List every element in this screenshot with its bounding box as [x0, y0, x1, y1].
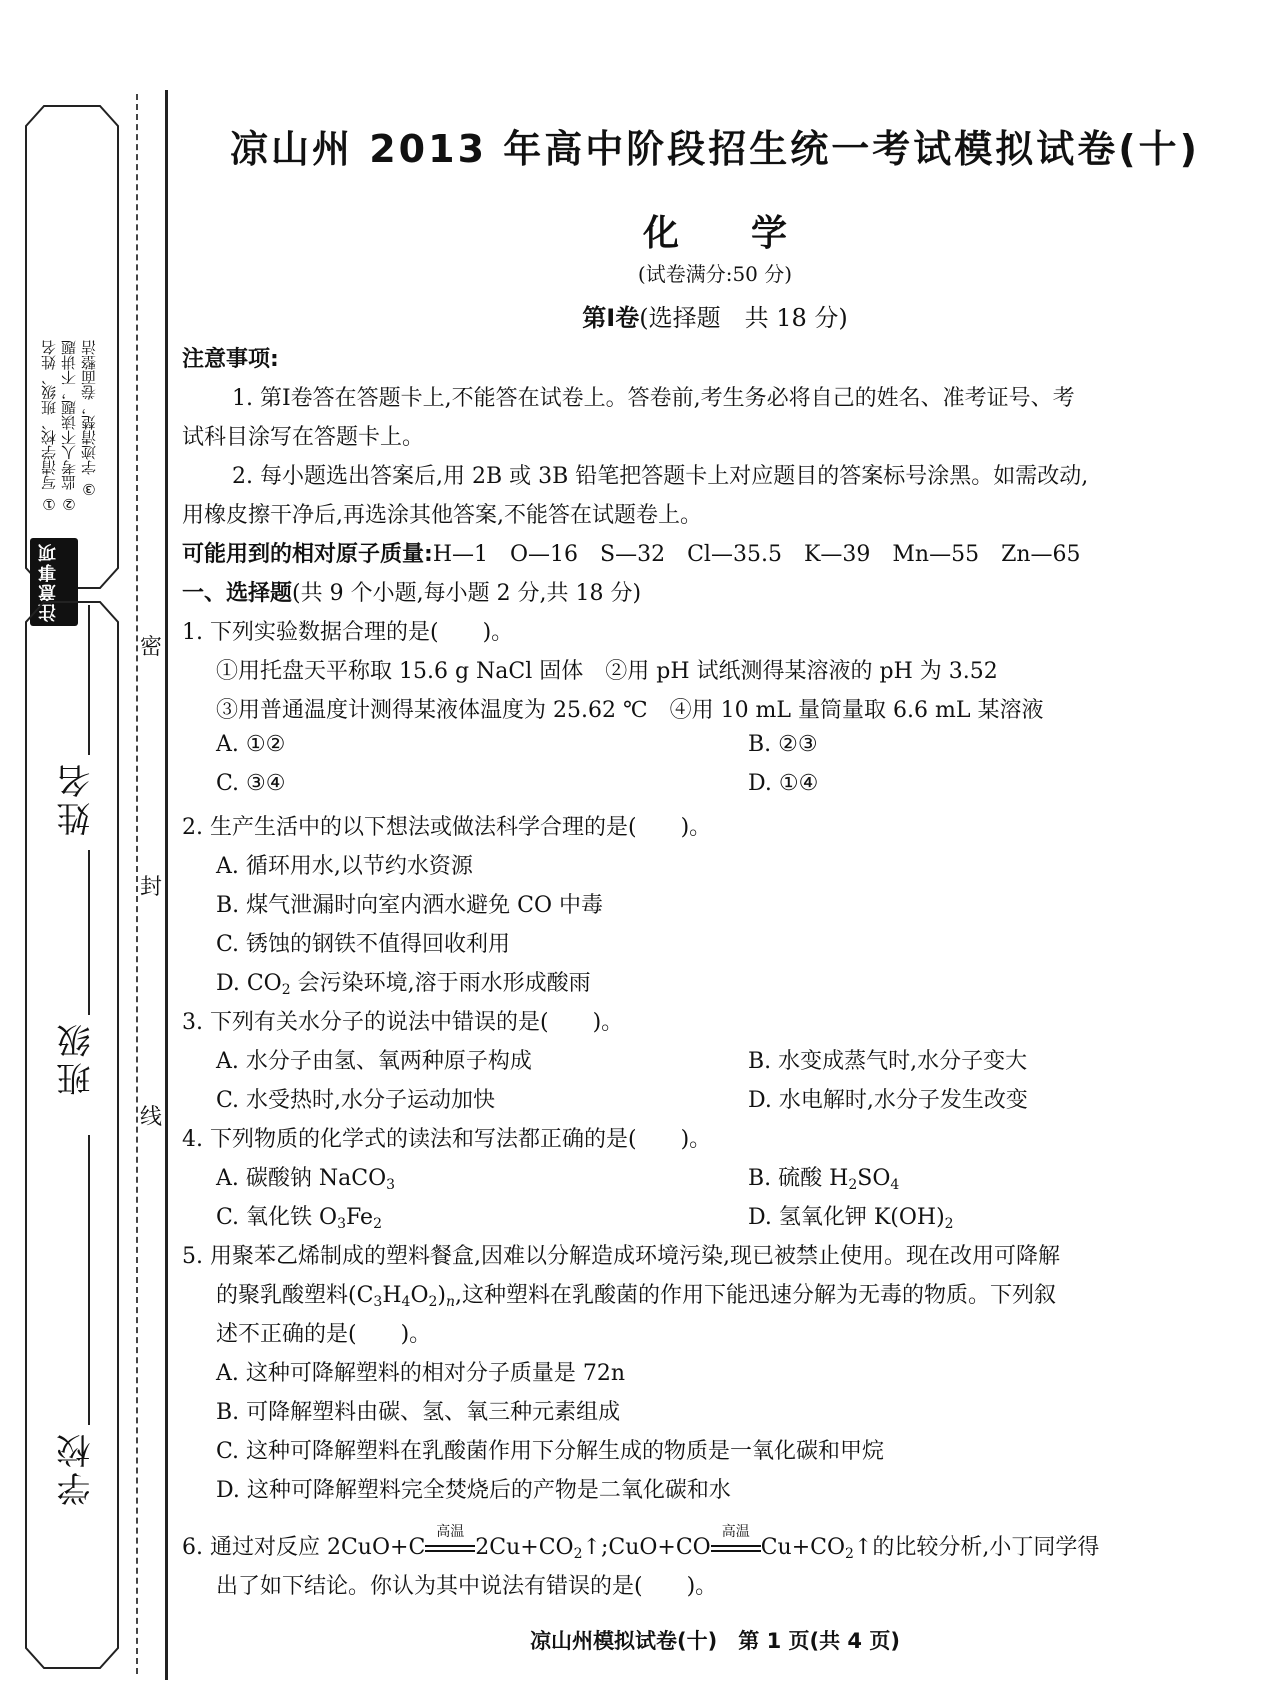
q3-option-b: B. 水变成蒸气时,水分子变大: [748, 1049, 1028, 1074]
q4-option-a-text: A. 碳酸钠 NaCO: [216, 1166, 387, 1191]
q2-option-b: B. 煤气泄漏时向室内洒水避免 CO 中毒: [216, 893, 604, 918]
notice-item-3: ③ 字迹清楚，卷面整洁: [80, 340, 98, 498]
q1-option-a: A. ①②: [216, 732, 286, 757]
part1-heading-bold: 一、选择题: [182, 581, 293, 606]
q4-option-b: [748, 1161, 899, 1192]
part1-heading: [182, 576, 641, 607]
atomic-masses: [182, 537, 1081, 568]
q2-option-c: C. 锈蚀的钢铁不值得回收利用: [216, 932, 511, 957]
q4-option-c-sub1: 3: [337, 1216, 346, 1232]
class-field[interactable]: [88, 850, 90, 1015]
q4-option-b-sub2: 4: [890, 1177, 900, 1193]
q5-line-2-post: ,这种塑料在乳酸菌的作用下能迅速分解为无毒的物质。下列叙: [455, 1283, 1057, 1308]
name-label: 姓名: [57, 760, 97, 836]
notes-heading: 注意事项:: [182, 347, 279, 372]
margin-rule: [165, 90, 168, 1680]
q4-option-c-mid: Fe: [346, 1205, 374, 1230]
q5-mid-1: H: [382, 1283, 402, 1308]
school-field[interactable]: [88, 1135, 90, 1425]
q6-part-1: 6. 通过对反应 2CuO+C: [182, 1535, 426, 1560]
school-label: 学校: [57, 1430, 97, 1506]
q4-option-a-sub: 3: [386, 1177, 396, 1193]
q3-option-c: C. 水受热时,水分子运动加快: [216, 1088, 496, 1113]
q2-option-d: [216, 966, 591, 997]
q6-part-3: ↑;CuO+CO: [582, 1535, 711, 1560]
q5-line-2-pre: 的聚乳酸塑料(C: [216, 1283, 374, 1308]
q4-option-d-text: D. 氢氧化钾 K(OH): [748, 1205, 945, 1230]
full-score: (试卷满分:50 分): [637, 262, 793, 286]
q5-sub-4: n: [446, 1294, 456, 1310]
notice-item-1: ① 写清学校、班级、姓名: [40, 340, 58, 513]
seal-char-mi: 密: [138, 630, 164, 661]
q5-line-2: [216, 1278, 1056, 1309]
seal-char-xian: 线: [138, 1100, 164, 1131]
equals-sign-2: [711, 1545, 761, 1552]
q1-line-3: ③用普通温度计测得某液体温度为 25.62 ℃ ④用 10 mL 量筒量取 6.6 mL 某溶液: [216, 698, 1044, 723]
atomic-masses-label: 可能用到的相对原子质量:: [182, 542, 433, 567]
q4-option-b-text: B. 硫酸 H: [748, 1166, 849, 1191]
q1-option-d: D. ①④: [748, 771, 819, 796]
q4-option-a: [216, 1161, 395, 1192]
q5-sub-2: 4: [401, 1294, 411, 1310]
q6-part-2: 2Cu+CO: [475, 1535, 574, 1560]
q1-option-c: C. ③④: [216, 771, 286, 796]
reaction-condition-1: [425, 1524, 475, 1560]
notice-items: [40, 340, 110, 570]
condition-label-1: 高温: [436, 1524, 465, 1540]
note-2-line-1: 2. 每小题选出答案后,用 2B 或 3B 铅笔把答题卡上对应题目的答案标号涂黑。如需改动,: [232, 464, 1089, 489]
q4-option-b-mid: SO: [857, 1166, 891, 1191]
q5-line-3: 述不正确的是( )。: [216, 1322, 432, 1347]
q2-option-d-post: 会污染环境,溶于雨水形成酸雨: [290, 971, 591, 996]
q5-sub-3: 2: [428, 1294, 438, 1310]
q4-option-c-sub2: 2: [373, 1216, 383, 1232]
q3-option-d: D. 水电解时,水分子发生改变: [748, 1088, 1028, 1113]
reaction-condition-2: [711, 1524, 761, 1560]
note-1-line-1: 1. 第Ⅰ卷答在答题卡上,不能答在试卷上。答卷前,考生务必将自己的姓名、准考证号、考: [232, 386, 1075, 411]
q4-option-c-text: C. 氧化铁 O: [216, 1205, 338, 1230]
notice-title: 注意事项: [30, 538, 78, 626]
equals-sign-1: [425, 1545, 475, 1552]
q5-mid-3: ): [437, 1283, 447, 1308]
q1-option-b: B. ②③: [748, 732, 818, 757]
atomic-masses-values: H—1 O—16 S—32 Cl—35.5 K—39 Mn—55 Zn—65: [432, 542, 1081, 567]
q6-sub-2: 2: [845, 1546, 854, 1562]
section-title: [175, 298, 1255, 333]
subject-title: 化 学: [642, 213, 787, 254]
q6-line-2: 出了如下结论。你认为其中说法有错误的是( )。: [216, 1574, 718, 1599]
q6-part-5: ↑的比较分析,小丁同学得: [853, 1535, 1100, 1560]
q6-part-4: Cu+CO: [760, 1535, 846, 1560]
q2-stem: 2. 生产生活中的以下想法或做法科学合理的是( )。: [182, 815, 712, 840]
notice-item-2: ② 监考人不读题，不讲题: [60, 340, 78, 513]
page-footer: 凉山州模拟试卷(十) 第 1 页(共 4 页): [530, 1629, 900, 1653]
q5-mid-2: O: [410, 1283, 429, 1308]
q5-sub-1: 3: [373, 1294, 383, 1310]
q5-line-1: 5. 用聚苯乙烯制成的塑料餐盒,因难以分解造成环境污染,现已被禁止使用。现在改用可降解: [182, 1244, 1060, 1269]
note-2-line-2: 用橡皮擦干净后,再选涂其他答案,不能答在试题卷上。: [182, 503, 702, 528]
section-title-rest: (选择题 共 18 分): [639, 304, 848, 332]
seal-char-feng: 封: [138, 870, 164, 901]
q1-stem: 1. 下列实验数据合理的是( )。: [182, 620, 514, 645]
exam-title: 凉山州 2013 年高中阶段招生统一考试模拟试卷(十): [230, 127, 1200, 171]
condition-label-2: 高温: [721, 1524, 750, 1540]
q4-option-c: [216, 1200, 382, 1231]
q4-stem: 4. 下列物质的化学式的读法和写法都正确的是( )。: [182, 1127, 712, 1152]
q5-option-d: D. 这种可降解塑料完全焚烧后的产物是二氧化碳和水: [216, 1478, 731, 1503]
q4-option-b-sub1: 2: [848, 1177, 858, 1193]
q6-line-1: [182, 1524, 1100, 1562]
q3-option-a: A. 水分子由氢、氧两种原子构成: [216, 1049, 532, 1074]
q5-option-b: B. 可降解塑料由碳、氢、氧三种元素组成: [216, 1400, 621, 1425]
q2-option-a: A. 循环用水,以节约水资源: [216, 854, 473, 879]
q1-line-2: ①用托盘天平称取 15.6 g NaCl 固体 ②用 pH 试纸测得某溶液的 pH 为 3.52: [216, 659, 998, 684]
q3-stem: 3. 下列有关水分子的说法中错误的是( )。: [182, 1010, 624, 1035]
name-field[interactable]: [88, 605, 90, 755]
section-title-bold: 第Ⅰ卷: [582, 304, 640, 332]
q5-option-c: C. 这种可降解塑料在乳酸菌作用下分解生成的物质是一氧化碳和甲烷: [216, 1439, 885, 1464]
q5-option-a: A. 这种可降解塑料的相对分子质量是 72n: [216, 1361, 626, 1386]
q4-option-d: [748, 1200, 954, 1231]
q6-sub-1: 2: [573, 1546, 583, 1562]
class-label: 班级: [57, 1020, 97, 1096]
q2-option-d-pre: D. CO: [216, 971, 282, 996]
note-1-line-2: 试科目涂写在答题卡上。: [182, 425, 425, 450]
q2-option-d-sub: 2: [281, 982, 291, 998]
part1-heading-rest: (共 9 个小题,每小题 2 分,共 18 分): [292, 581, 642, 606]
q4-option-d-sub: 2: [944, 1216, 954, 1232]
